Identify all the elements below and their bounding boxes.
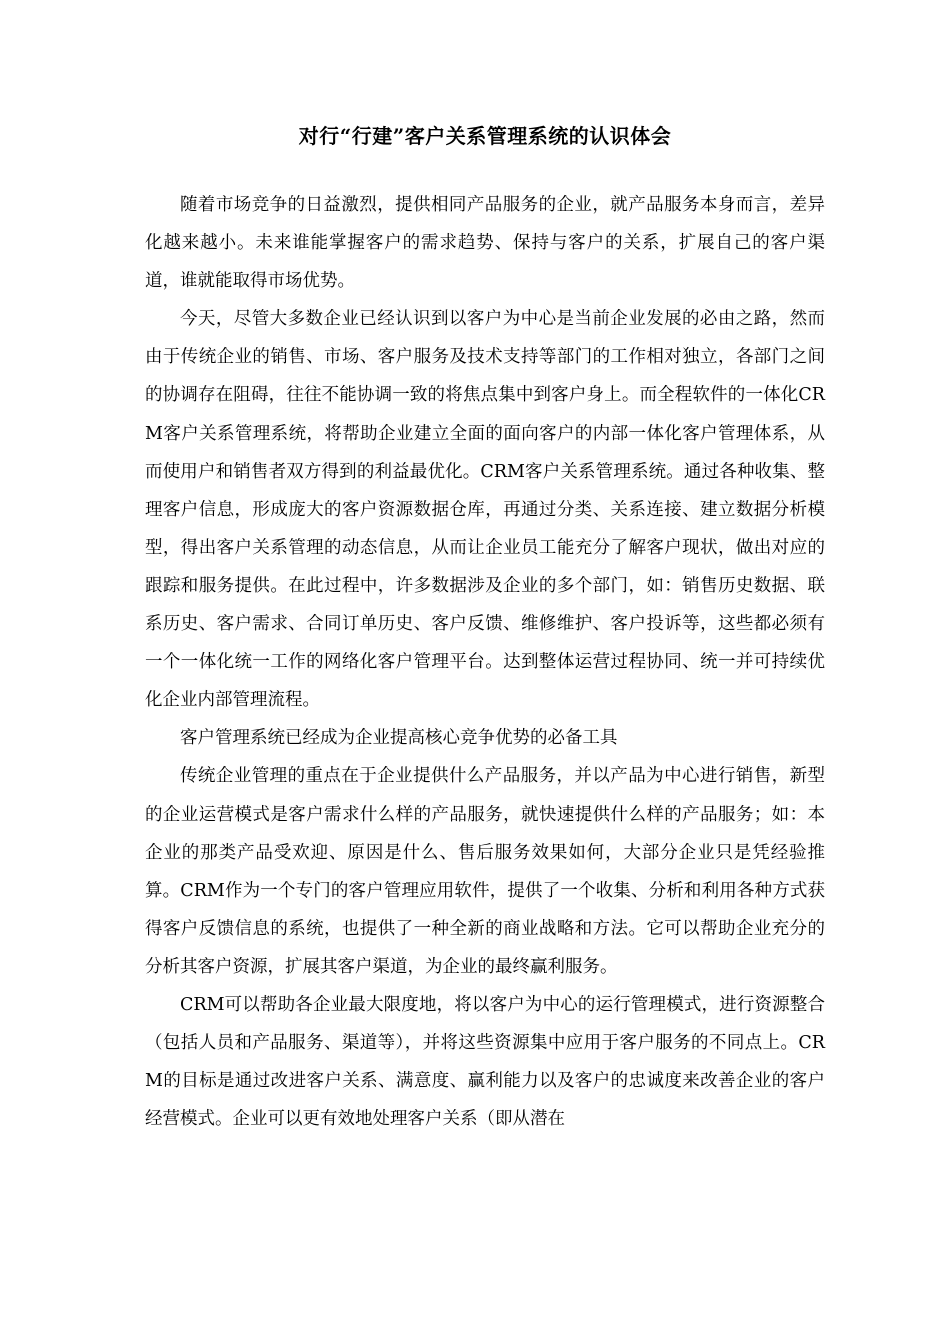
paragraph-traditional-management: 传统企业管理的重点在于企业提供什么产品服务，并以产品为中心进行销售，新型的企业运营模式是客户需求什么样的产品服务，就快速提供什么样的产品服务；如：本企业的那类产品受欢迎、原因是什么、售后服务效果如何，大部分企业只是凭经验推算。CRM作为一个专门的客户管理应用软件，提供了一个收集、分析和利用各种方式获得客户反馈信息的系统，也提供了一种全新的商业战略和方法。它可以帮助企业充分的分析其客户资源，扩展其客户渠道，为企业的最终赢利服务。: [145, 766, 825, 977]
paragraph-crm-integration: 今天，尽管大多数企业已经认识到以客户为中心是当前企业发展的必由之路，然而由于传统企业的销售、市场、客户服务及技术支持等部门的工作相对独立，各部门之间的协调存在阻碍，往往不能协调一致的将焦点集中到客户身上。而全程软件的一体化CRM客户关系管理系统，将帮助企业建立全面的面向客户的内部一体化客户管理体系，从而使用户和销售者双方得到的利益最优化。CRM客户关系管理系统。通过各种收集、整理客户信息，形成庞大的客户资源数据仓库，再通过分类、关系连接、建立数据分析模型，得出客户关系管理的动态信息，从而让企业员工能充分了解客户现状，做出对应的跟踪和服务提供。在此过程中，许多数据涉及企业的多个部门，如：销售历史数据、联系历史、客户需求、合同订单历史、客户反馈、维修维护、客户投诉等，这些都必须有一个一体化统一工作的网络化客户管理平台。达到整体运营过程协同、统一并可持续优化企业内部管理流程。: [145, 309, 825, 711]
paragraph-market-competition: 随着市场竞争的日益激烈，提供相同产品服务的企业，就产品服务本身而言，差异化越来越小。未来谁能掌握客户的需求趋势、保持与客户的关系，扩展自己的客户渠道，谁就能取得市场优势。: [145, 195, 825, 292]
document-title: 对行“行建”客户关系管理系统的认识体会: [298, 124, 672, 148]
document-body: [145, 186, 825, 1138]
paragraph-crm-goals: CRM可以帮助各企业最大限度地，将以客户为中心的运行管理模式，进行资源整合（包括人员和产品服务、渠道等），并将这些资源集中应用于客户服务的不同点上。CRM的目标是通过改进客户关系、满意度、赢利能力以及客户的忠诚度来改善企业的客户经营模式。企业可以更有效地处理客户关系（即从潜在: [145, 994, 825, 1130]
paragraph-section-heading: 客户管理系统已经成为企业提高核心竞争优势的必备工具: [180, 728, 618, 749]
